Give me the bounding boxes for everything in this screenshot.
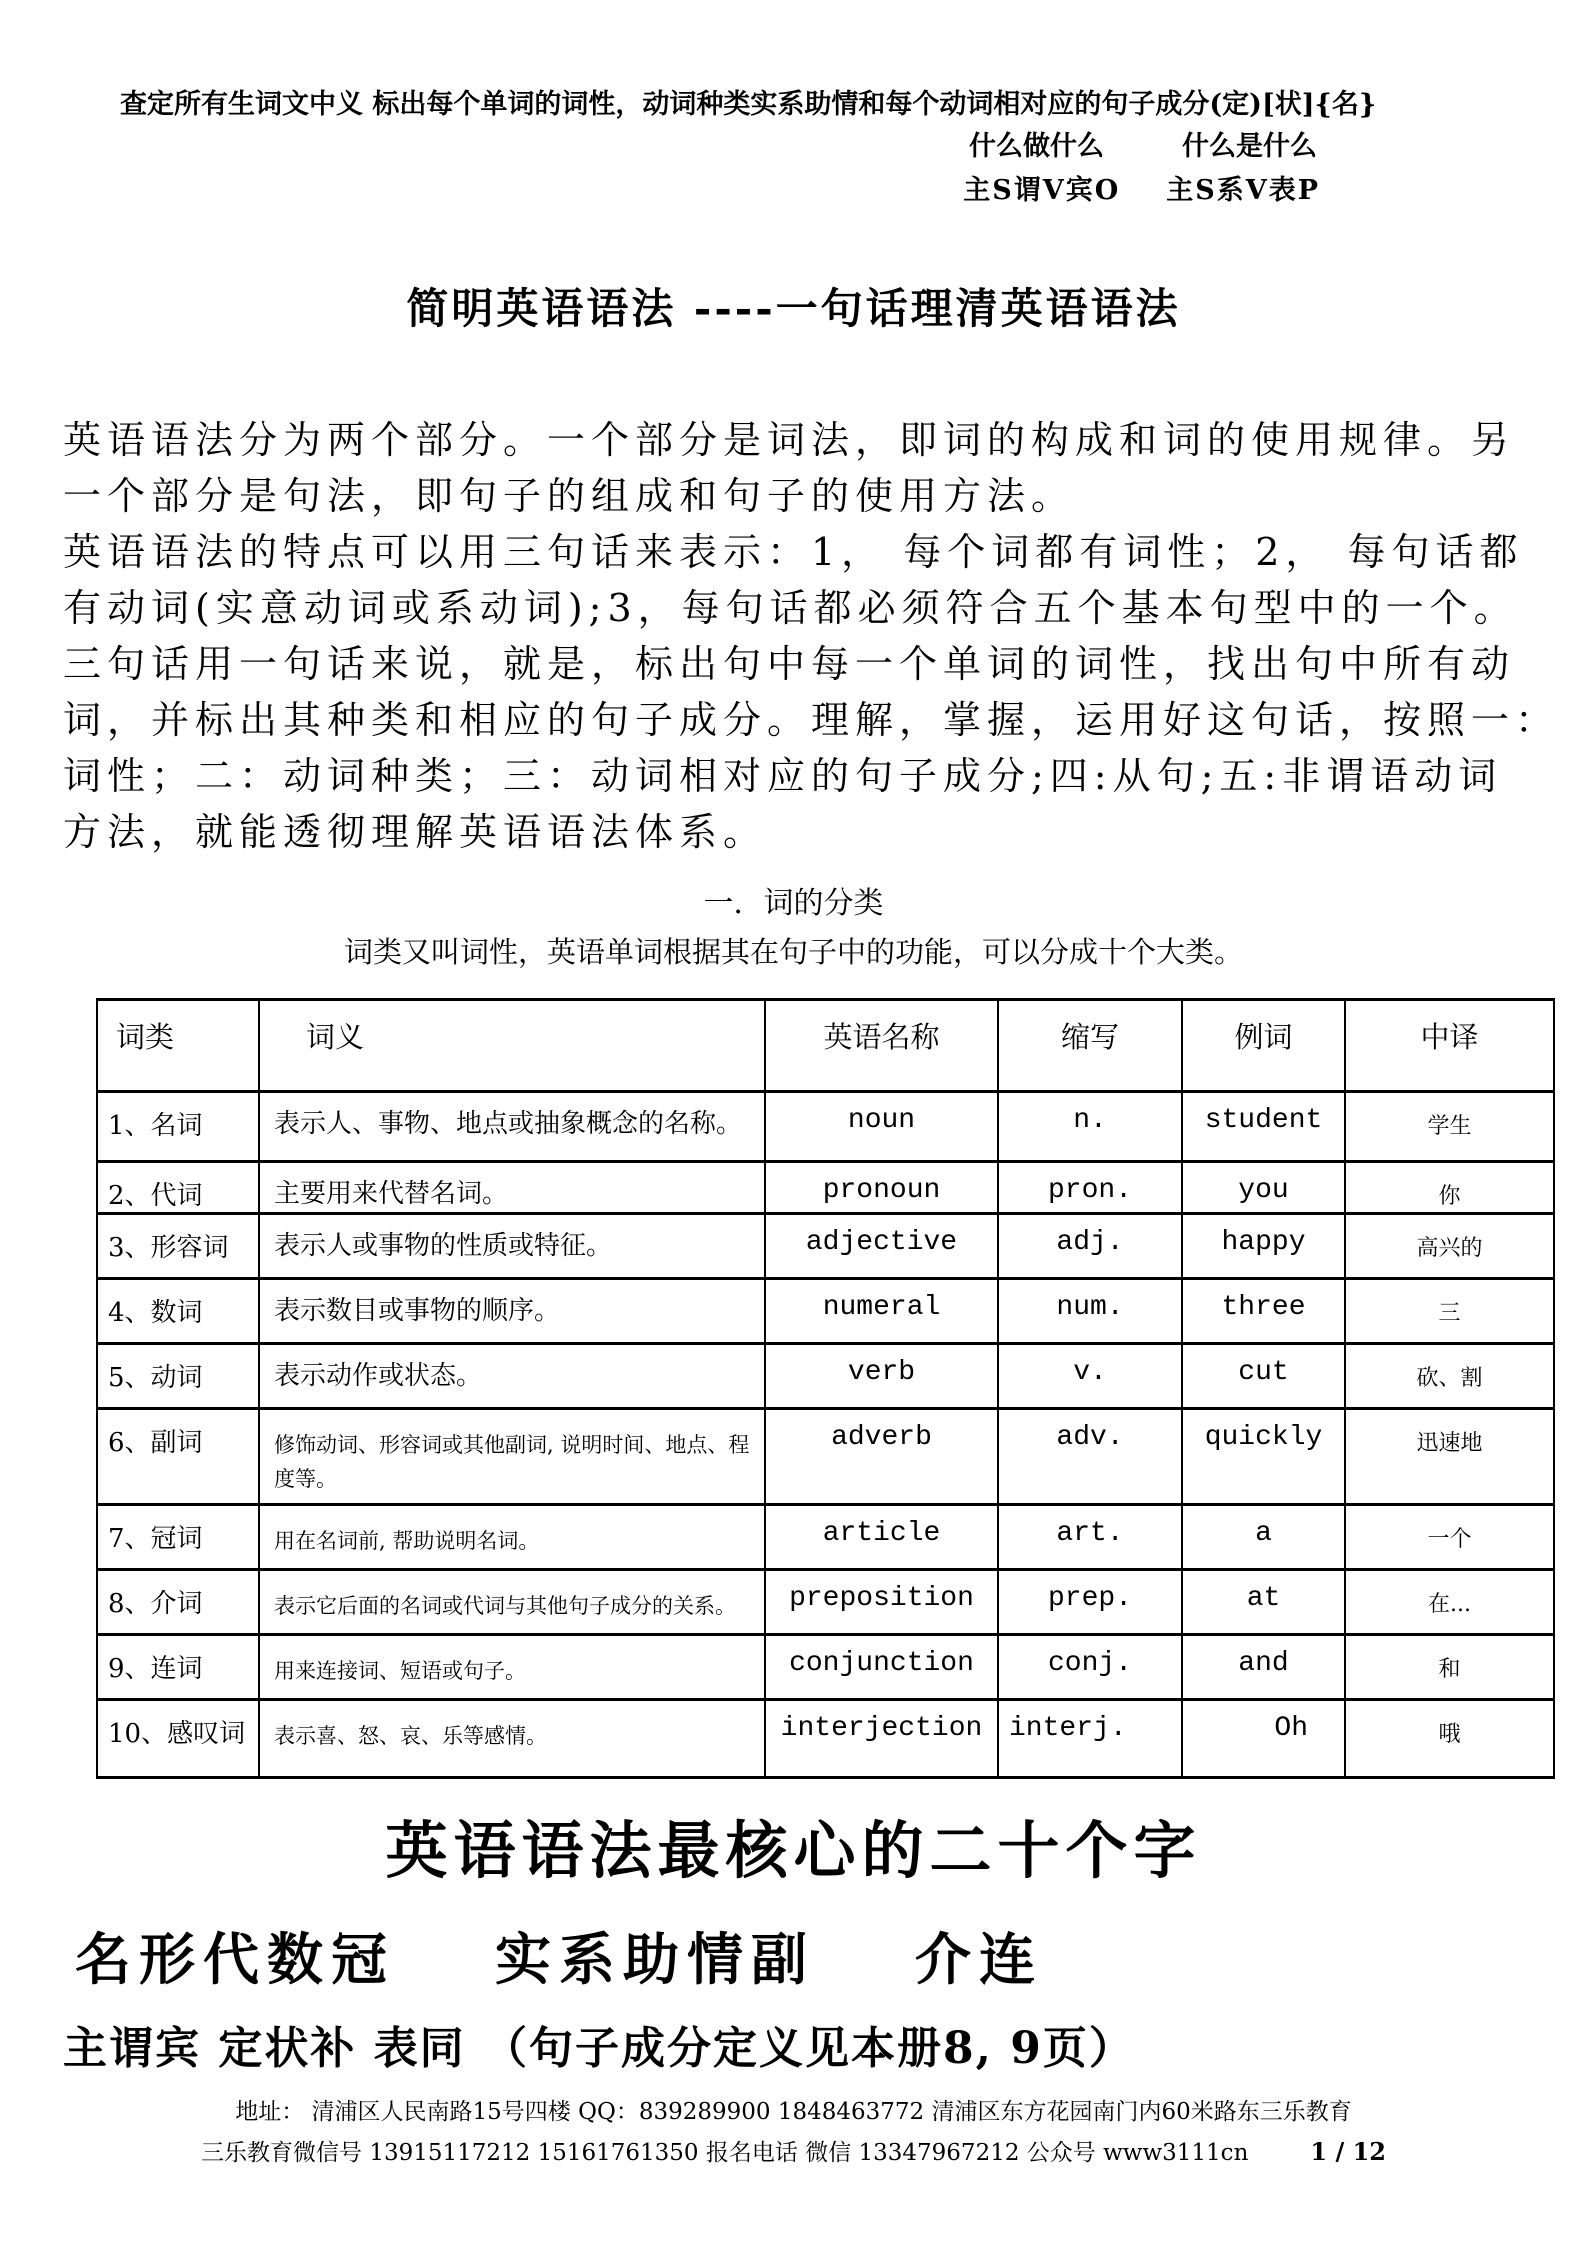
table-row [97,1570,1554,1635]
table-cell: cut [1182,1344,1345,1409]
annotation-what-does: 什么做什么 [969,131,1104,162]
table-cell: noun [765,1092,998,1162]
table-cell: student [1182,1092,1345,1162]
table-row [97,1279,1554,1344]
table-cell: 4、数词 [97,1279,259,1344]
intro-line: 英语语法分为两个部分。一个部分是词法，即词的构成和词的使用规律。另 [63,418,1516,462]
table-cell: 修饰动词、形容词或其他副词, 说明时间、地点、程度等。 [259,1409,765,1505]
table-header [97,1000,1554,1092]
table-cell: adverb [765,1409,998,1505]
table-cell: interjection [765,1700,998,1778]
table-cell: 10、感叹词 [97,1700,259,1778]
table-row [97,1409,1554,1505]
intro-line: 词性；二：动词种类；三：动词相对应的句子成分;四:从句;五:非谓语动词 [63,754,1503,798]
annotation-line-3 [63,170,1320,212]
table-cell: adv. [998,1409,1182,1505]
footer-contact-text: 三乐教育微信号 13915117212 15161761350 报名电话 微信 13347967212 公众号 www3111cn [201,2140,1249,2166]
table-cell: a [1182,1505,1345,1570]
table-cell: 表示动作或状态。 [259,1344,765,1409]
table-row [97,1162,1554,1214]
table-cell: 表示人或事物的性质或特征。 [259,1214,765,1279]
annotation-svo: 主S谓V宾O [963,175,1121,206]
table-row [97,1505,1554,1570]
table-cell: 迅速地 [1345,1409,1554,1505]
table-cell: 学生 [1345,1092,1554,1162]
table-cell: 在... [1345,1570,1554,1635]
table-header-cell-english-name: 英语名称 [765,1000,998,1092]
table-cell: 表示数目或事物的顺序。 [259,1279,765,1344]
table-cell: pronoun [765,1162,998,1214]
core-group-2: 实系助情副 [495,1927,815,1993]
core-components-line: 主谓宾 定状补 表同 （句子成分定义见本册8, 9页） [63,2023,1135,2074]
table-cell: 表示喜、怒、哀、乐等感情。 [259,1700,765,1778]
table-cell: 哦 [1345,1700,1554,1778]
table-cell: v. [998,1344,1182,1409]
core-twenty-chars-heading: 英语语法最核心的二十个字 [385,1814,1202,1887]
table-cell: 一个 [1345,1505,1554,1570]
table-cell: prep. [998,1570,1182,1635]
page-title: 简明英语语法 ----一句话理清英语语法 [406,284,1181,333]
table-cell: you [1182,1162,1345,1214]
table-cell: and [1182,1635,1345,1700]
table-cell: art. [998,1505,1182,1570]
word-class-table-body [97,1092,1554,1778]
intro-paragraphs [63,412,1587,860]
table-cell: num. [998,1279,1182,1344]
table-cell: 高兴的 [1345,1214,1554,1279]
table-row [97,1092,1554,1162]
table-cell: adj. [998,1214,1182,1279]
table-header-cell-meaning: 词义 [259,1000,765,1092]
table-cell: 用来连接词、短语或句子。 [259,1635,765,1700]
intro-line: 方法，就能透彻理解英语语法体系。 [63,810,768,854]
table-cell: article [765,1505,998,1570]
table-header-row [97,1000,1554,1092]
page-number: 1 / 12 [1310,2137,1386,2166]
table-cell: conjunction [765,1635,998,1700]
table-cell: interj. [998,1700,1182,1778]
table-cell: 8、介词 [97,1570,259,1635]
table-cell: 砍、割 [1345,1344,1554,1409]
intro-line: 有动词(实意动词或系动词);3，每句话都必须符合五个基本句型中的一个。 [63,586,1518,630]
annotation-what-is: 什么是什么 [1182,131,1317,162]
table-cell: verb [765,1344,998,1409]
intro-line: 词，并标出其种类和相应的句子成分。理解，掌握，运用好这句话，按照一： [63,698,1560,742]
table-cell: 6、副词 [97,1409,259,1505]
table-cell: three [1182,1279,1345,1344]
table-row [97,1214,1554,1279]
table-cell: 和 [1345,1635,1554,1700]
table-cell: pron. [998,1162,1182,1214]
intro-line: 三句话用一句话来说，就是，标出句中每一个单词的词性，找出句中所有动 [63,642,1516,686]
table-cell: 5、动词 [97,1344,259,1409]
footer-contact-line [0,2132,1587,2173]
table-cell: numeral [765,1279,998,1344]
table-cell: conj. [998,1635,1182,1700]
table-cell: 7、冠词 [97,1505,259,1570]
annotation-svp: 主S系V表P [1166,175,1320,206]
annotation-line-1: 查定所有生词文中义 标出每个单词的词性，动词种类实系助情和每个动词相对应的句子成分(定)[状]{名} [120,89,1377,120]
table-cell: n. [998,1092,1182,1162]
table-cell: preposition [765,1570,998,1635]
table-header-cell-translation: 中译 [1345,1000,1554,1092]
table-cell: 主要用来代替名词。 [259,1162,765,1214]
section-subtitle: 词类又叫词性，英语单词根据其在句子中的功能，可以分成十个大类。 [343,935,1243,969]
table-cell: 9、连词 [97,1635,259,1700]
table-header-cell-word-class: 词类 [97,1000,259,1092]
table-header-cell-abbreviation: 缩写 [998,1000,1182,1092]
page-footer [0,2092,1587,2173]
table-header-cell-example: 例词 [1182,1000,1345,1092]
table-row [97,1344,1554,1409]
table-row [97,1700,1554,1778]
word-class-table [96,998,1555,1779]
table-cell: 你 [1345,1162,1554,1214]
section-heading: 一．词的分类 [703,886,884,921]
core-group-3: 介连 [915,1927,1043,1993]
table-cell: 2、代词 [97,1162,259,1214]
table-cell: 表示人、事物、地点或抽象概念的名称。 [259,1092,765,1162]
table-cell: happy [1182,1214,1345,1279]
intro-line: 一个部分是句法，即句子的组成和句子的使用方法。 [63,474,1076,518]
core-groups-line [75,1916,1587,1996]
table-row [97,1635,1554,1700]
table-cell: quickly [1182,1409,1345,1505]
annotation-line-2 [63,124,1317,170]
table-cell: 1、名词 [97,1092,259,1162]
table-cell: 表示它后面的名词或代词与其他句子成分的关系。 [259,1570,765,1635]
table-cell: Oh [1182,1700,1345,1778]
table-cell: 三 [1345,1279,1554,1344]
table-cell: adjective [765,1214,998,1279]
footer-address-line: 地址： 清浦区人民南路15号四楼 QQ：839289900 1848463772 清浦区东方花园南门内60米路东三乐教育 [235,2099,1352,2125]
table-cell: at [1182,1570,1345,1635]
intro-line: 英语语法的特点可以用三句话来表示：1， 每个词都有词性；2， 每句话都 [63,530,1524,574]
table-cell: 3、形容词 [97,1214,259,1279]
table-cell: 用在名词前, 帮助说明名词。 [259,1505,765,1570]
annotation-header [63,86,1527,212]
core-group-1: 名形代数冠 [75,1927,395,1993]
